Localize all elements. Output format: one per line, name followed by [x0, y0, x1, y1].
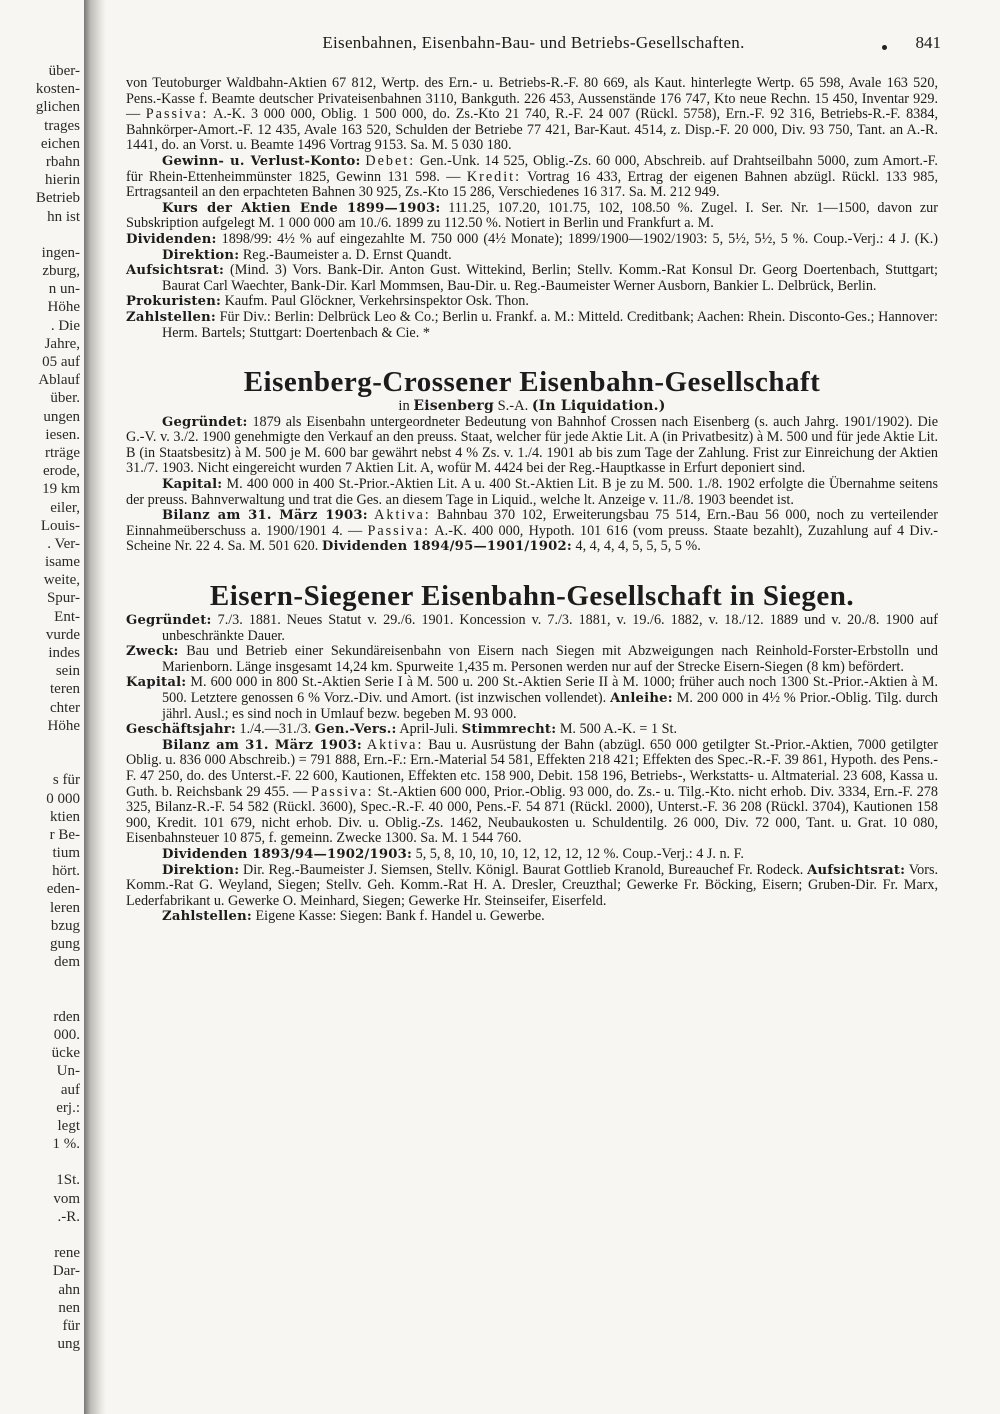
fragment-line	[0, 1226, 80, 1244]
section-eisenberg-crossener	[126, 365, 938, 555]
fragment-line: ingen-	[41, 244, 80, 261]
section-gap	[126, 555, 938, 579]
section-eisern-siegener	[126, 579, 938, 925]
fragment-line: zburg,	[42, 263, 80, 280]
fragment-line: 1St.	[56, 1172, 80, 1189]
label-anleihe: Anleihe:	[610, 691, 673, 706]
fragment-line: auf	[60, 1081, 80, 1098]
fragment-line: hn ist	[47, 208, 80, 225]
book-gutter-shadow	[84, 0, 106, 1414]
label-stimmrecht: Stimmrecht:	[461, 722, 557, 738]
gegruendet: Gegründet: 1879 als Eisenbahn untergeordneter Bedeutung von Bahnhof Crossen nach Eisenberg (s. auch Jahrg. 1901/1902). Die G.-V. v. 3./2. 1900 genehmigte den Verkauf an den preuss. Staat, welcher für jede Aktie Lit. A (in Privatbesitz) à M. 500 und für jede Aktie Lit. B (in Staatsbesitz) à M. 500 je M. 600 bar gewährt nebst 4 % Zs. v. 1./4. 1901 ab bis zum Tage der Zahlung. Frist zur Einreichung der Aktien 31./7. 1903. Nicht eingereicht wurden 7 Aktien Lit. A, wofür M. 4424 bei der Reg.-Hauptkasse in Erfurt deponiert sind.	[126, 413, 938, 477]
fragment-line	[0, 990, 80, 1008]
fragment-line: ktien	[50, 808, 80, 825]
label-dividenden: Dividenden 1894/95—1901/1902:	[321, 539, 572, 555]
fragment-line: rträge	[45, 444, 80, 461]
fragment-line: 1 %.	[52, 1136, 80, 1153]
fragment-line: vom	[53, 1190, 80, 1207]
fragment-line: erj.:	[56, 1099, 80, 1116]
section-gap	[126, 341, 938, 365]
label-bilanz: Bilanz am 31. März 1903:	[162, 737, 362, 753]
zahlstellen: Zahlstellen: Für Div.: Berlin: Delbrück Leo & Co.; Berlin u. Frankf. a. M.: Mitteld. Creditbank; Aachen: Rhein. Disconto-Ges.; Hannover: Herm. Bartels; Stuttgart: Doertenbach & Cie. *	[126, 308, 938, 341]
fragment-line: dem	[54, 954, 80, 971]
fragment-line: hierin	[45, 172, 80, 189]
label-gegruendet: Gegründet:	[126, 613, 212, 629]
fragment-line: weite,	[43, 572, 80, 589]
fragment-line: erode,	[42, 463, 80, 480]
fragment-line: ücke	[51, 1045, 80, 1062]
kapital: Kapital: M. 400 000 in 400 St.-Prior.-Aktien Lit. A u. 400 St.-Aktien Lit. B je zu M. 500. 1./8. 1902 erfolgte die Übernahme seitens der preuss. Bahnverwaltung und trat die Ges. an diesem Tage in Liquid., welche lt. Anzeige v. 11./8. 1903 beendet ist.	[126, 476, 938, 508]
fragment-line: rden	[53, 1008, 80, 1025]
label-kredit: Kredit:	[466, 168, 522, 185]
fragment-line: über-	[48, 63, 80, 79]
fragment-line: gung	[50, 936, 80, 952]
label-zahlstellen: Zahlstellen:	[126, 309, 216, 325]
fragment-line: Spur-	[46, 590, 80, 607]
fragment-line: ungen	[43, 408, 80, 425]
label-geschaeftsjahr: Geschäftsjahr:	[126, 722, 236, 738]
label-zweck: Zweck:	[126, 644, 179, 660]
page-body	[126, 76, 938, 925]
fragment-line: . Ver-	[47, 535, 80, 552]
label-passiva: Passiva:	[311, 783, 374, 800]
prokuristen: Prokuristen: Kaufm. Paul Glöckner, Verkehrsinspektor Osk. Thon.	[126, 293, 529, 310]
fragment-line: rene	[54, 1245, 80, 1262]
fragment-line: glichen	[35, 99, 80, 116]
label-zahlstellen: Zahlstellen:	[162, 909, 252, 925]
label-passiva: Passiva:	[145, 106, 209, 123]
fragment-line: iesen.	[45, 426, 80, 443]
company-subtitle: in Eisenberg S.-A. (In Liquidation.)	[398, 398, 666, 415]
fragment-line: rbahn	[45, 153, 80, 170]
fragment-line: 05 auf	[42, 354, 80, 370]
ink-dot	[882, 45, 887, 50]
fragment-line: leren	[50, 899, 80, 916]
bilanz: Bilanz am 31. März 1903: Aktiva: Bahnbau 370 102, Erweiterungsbau 75 514, Ern.-Bau 56 000, noch zu verteilender Einnahmeüberschuss a. 1900/1901 4. — Passiva: A.-K. 400 000, Hypoth. 101 616 (vom preuss. Staate bezahlt), Zuzahlung auf 4 Div.-Scheine Nr. 22 4. Sa. M. 501 620. Dividenden 1894/95—1901/1902: 4, 4, 4, 4, 5, 5, 5, 5 %.	[126, 507, 939, 555]
label-kurs: Kurs der Aktien Ende 1899—1903:	[162, 200, 441, 216]
continuation-aktiva: von Teutoburger Waldbahn-Aktien 67 812, Wertp. des Ern.- u. Betriebs-R.-F. 80 669, als Kaut. hinterlegte Wertp. 65 598, Avale 163 520, Pens.-Kasse f. Beamte deutscher Privateisenbahnen 3110, Bankguth. 226 453, Aussenstände 176 747, Kto neue Rechn. 15 450, Inventar 929. — Passiva: A.-K. 3 000 000, Oblig. 1 500 000, do. Zs.-Kto 21 740, R.-F. 24 007 (Rückl. 5758), Ern.-F. 92 316, Betriebs-R.-F. 8384, Bahnkörper-Amort.-F. 12 435, Avale 163 520, Schulden der Betriebe 77 421, Bar-Kaut. 4514, z. Disp.-F. 20 000, Div. 93 750, Tant. an A.-R. 1441, do. an Vorst. u. Beamte 1496 Vortrag 9153. Sa. M. 5 030 180.	[126, 75, 938, 154]
fragment-line: r Be-	[49, 826, 80, 843]
fragment-line: ung	[57, 1336, 80, 1353]
fragment-line: für	[62, 1317, 80, 1334]
fragment-line: trages	[44, 117, 80, 134]
fragment-line: eden-	[46, 881, 80, 898]
label-dividenden: Dividenden:	[126, 231, 217, 247]
label-gewinn-verlust: Gewinn- u. Verlust-Konto:	[162, 153, 361, 169]
dividenden: Dividenden 1893/94—1902/1903: 5, 5, 8, 10, 10, 10, 12, 12, 12, 12 %. Coup.-Verj.: 4 J. n. F.	[162, 845, 744, 862]
fragment-line: .-R.	[57, 1208, 80, 1225]
fragment-line: 000.	[53, 1026, 80, 1043]
fragment-line	[0, 753, 80, 771]
fragment-line: hört.	[52, 863, 80, 880]
fragment-line	[0, 1153, 80, 1171]
fragment-line: Betrieb	[35, 190, 80, 207]
fragment-line	[0, 226, 80, 244]
fragment-line: eichen	[40, 135, 80, 152]
zweck: Zweck: Bau und Betrieb einer Sekundäreisenbahn von Eisern nach Siegen mit Abzweigungen nach Reinhold-Forster-Erbstolln und Marienborn. Länge insgesamt 14,24 km. Spurweite 1,435 m. Personen werden nur auf der Strecke Eisern-Siegen (8 km) befördert.	[126, 643, 938, 675]
label-debet: Debet:	[365, 152, 416, 169]
label-dividenden: Dividenden 1893/94—1902/1903:	[162, 846, 413, 862]
kapital-anleihe: Kapital: M. 600 000 in 800 St.-Aktien Serie I à M. 500 u. 200 St.-Aktien Serie II à M. 1000; früher auch noch 1300 St.-Prior.-Aktien à M. 500. Letztere genossen 6 % Vorz.-Div. und Amort. (ist inzwischen vollendet). Anleihe: M. 200 000 in 4½ % Prior.-Oblig. Tilg. durch jährl. Ausl.; es sind noch in Umlauf bezw. begeben M. 93 000.	[126, 674, 938, 722]
bilanz: Bilanz am 31. März 1903: Aktiva: Bau u. Ausrüstung der Bahn (abzügl. 650 000 getilgter St.-Prior.-Aktien, 7000 getilgter Oblig. u. 836 000 Abschreib.) = 791 888, Ern.-F.: Ern.-Material 54 581, Effekten 218 421; Effekten des Spec.-R.-F. 39 861, Hypoth. des Pens.-F. 47 250, do. des Unterst.-F. 22 600, Kautionen, Effekten etc. 158 900, Debit. 158 196, Betriebs-, Werkstatts- u. Altmaterial. 23 608, Kassa u. Guth. b. Reichsbank 29 455. — Passiva: St.-Aktien 600 000, Prior.-Oblig. 93 000, do. Zs.- u. Tilg.-Kto. nicht erhob. Div. 3334, Ern.-F. 278 325, Bilanz-R.-F. 54 582 (Rückl. 3600), Spec.-R.-F. 40 000, Pens.-F. 54 871 (Rückl. 2000), Unterst.-F. 36 208 (Rückl. 3704), Kautionen 158 900, Kredit. 101 679, nicht erhob. Div. u. Oblig.-Zs. 1462, Neubaukosten u. Schuldentilg. 26 000, Div. 72 000, Tant. u. Grat. 10 080, Eisenbahnsteuer 10 875, f. gemeinn. Zwecke 1300. Sa. M. 1 544 760.	[126, 736, 939, 847]
fragment-line: Dar-	[52, 1263, 80, 1280]
label-kapital: Kapital:	[162, 477, 223, 493]
company-title: Eisern-Siegener Eisenbahn-Gesellschaft in Siegen.	[209, 580, 855, 613]
fragment-line	[0, 735, 80, 753]
label-aktiva: Aktiva:	[366, 736, 424, 753]
fragment-line: vurde	[45, 626, 80, 643]
fragment-line: Ent-	[54, 608, 80, 625]
fragment-line: Ablauf	[38, 372, 80, 389]
gegruendet: Gegründet: 7./3. 1881. Neues Statut v. 29./6. 1901. Koncession v. 7./3. 1881, v. 19./6. 1882, v. 18./12. 1889 und v. 20./8. 1900 auf unbeschränkte Dauer.	[126, 612, 938, 644]
label-passiva: Passiva:	[367, 522, 430, 539]
fragment-line: über.	[50, 390, 80, 407]
fragment-line: s für	[52, 772, 80, 789]
liquidation-status: (In Liquidation.)	[531, 398, 666, 415]
fragment-line: sein	[55, 663, 80, 680]
kurs-der-aktien: Kurs der Aktien Ende 1899—1903: 111.25, 107.20, 101.75, 102, 108.50 %. Zugel. I. Ser. Nr. 1—1500, davon zur Subskription aufgelegt M. 1 000 000 am 10./6. 1899 zu 112.50 %. Notiert in Berlin und Frankfurt a. M.	[126, 199, 938, 232]
fragment-line: teren	[50, 681, 80, 698]
zahlstellen: Zahlstellen: Eigene Kasse: Siegen: Bank f. Handel u. Gewerbe.	[162, 908, 545, 925]
fragment-line: n un-	[48, 281, 80, 298]
fragment-line: Un-	[56, 1063, 80, 1080]
fragment-line: legt	[57, 1117, 80, 1134]
label-prokuristen: Prokuristen:	[126, 294, 222, 310]
label-direktion: Direktion:	[162, 862, 240, 878]
fragment-line: 0 000	[46, 790, 80, 807]
fragment-line: isame	[45, 554, 80, 571]
fragment-line: indes	[48, 645, 80, 661]
fragment-line: tium	[52, 845, 80, 862]
fragment-line: nen	[58, 1299, 80, 1316]
section-continuation	[126, 76, 938, 341]
label-bilanz: Bilanz am 31. März 1903:	[162, 508, 368, 524]
fragment-line: eiler,	[50, 499, 80, 516]
fragment-line: 19 km	[42, 481, 80, 498]
fragment-line: Jahre,	[44, 335, 80, 352]
dividenden-direktion: Dividenden: 1898/99: 4½ % auf eingezahlte M. 750 000 (4½ Monate); 1899/1900—1902/1903: 5, 5½, 5½, 5 %. Coup.-Verj.: 4 J. (K.) Direktion: Reg.-Baumeister a. D. Ernst Quandt.	[126, 230, 938, 263]
label-genvers: Gen.-Vers.:	[314, 722, 397, 738]
direktion-aufsichtsrat: Direktion: Dir. Reg.-Baumeister J. Siemsen, Stellv. Königl. Baurat Gottlieb Kranold, Bureauchef Fr. Rodeck. Aufsichtsrat: Vors. Komm.-Rat G. Weyland, Siegen; Stellv. Geh. Komm.-Rat H. A. Dresler, Creuzthal; Gewerke Fr. Böcking, Eisern; Gruben-Dir. Fr. Marx, Lederfabrikant u. Gewerke O. Meinhard, Siegen; Gewerke Hr. Steinseifer, Eiserfeld.	[126, 861, 939, 909]
fragment-line: Louis-	[40, 517, 80, 534]
fragment-line: Höhe	[47, 299, 80, 316]
fragment-line	[0, 971, 80, 989]
company-title: Eisenberg-Crossener Eisenbahn-Gesellschaft	[243, 366, 821, 399]
label-aufsichtsrat: Aufsichtsrat:	[807, 862, 906, 878]
label-gegruendet: Gegründet:	[162, 414, 248, 430]
label-kapital: Kapital:	[126, 675, 187, 691]
fragment-line: kosten-	[35, 81, 80, 98]
fragment-line: ahn	[58, 1281, 80, 1298]
fragment-line: bzug	[50, 917, 80, 934]
fragment-line: chter	[50, 699, 80, 716]
fragment-line: . Die	[50, 317, 80, 334]
page-number: 841	[915, 33, 941, 52]
aufsichtsrat: Aufsichtsrat: (Mind. 3) Vors. Bank-Dir. Anton Gust. Wittekind, Berlin; Stellv. Komm.-Rat Konsul Dr. Georg Doertenbach, Stuttgart; Baurat Carl Waechter, Bank-Dir. Karl Mommsen, Bau-Dir. u. Reg.-Baumeister Werner Ausborn, Bankier L. Delbrück, Berlin.	[126, 262, 938, 294]
label-aktiva: Aktiva:	[374, 507, 431, 524]
label-direktion: Direktion:	[162, 247, 240, 263]
fragment-line: Höhe	[47, 717, 80, 734]
page-header	[126, 33, 941, 57]
gewinn-verlust-konto: Gewinn- u. Verlust-Konto: Debet: Gen.-Unk. 14 525, Oblig.-Zs. 60 000, Abschreib. auf Drahtseilbahn 5000, zum Amort.-F. für Rhein-Ettenheimmünster 1825, Gewinn 131 598. — Kredit: Vortrag 16 433, Ertrag der eigenen Bahnen abzügl. Rückl. 133 985, Ertragsanteil an den erpachteten Bahnen 30 925, Zs.-Kto 15 286, Verschiedenes 16 317. Sa. M. 212 949.	[126, 152, 939, 201]
running-head: Eisenbahnen, Eisenbahn-Bau- und Betriebs-Gesellschaften.	[322, 33, 745, 52]
label-aufsichtsrat: Aufsichtsrat:	[126, 263, 225, 279]
geschaeftsjahr-line: Geschäftsjahr: 1./4.—31./3. Gen.-Vers.: April-Juli. Stimmrecht: M. 500 A.-K. = 1 St.	[126, 721, 677, 738]
previous-page-text-fragments	[0, 62, 80, 1353]
